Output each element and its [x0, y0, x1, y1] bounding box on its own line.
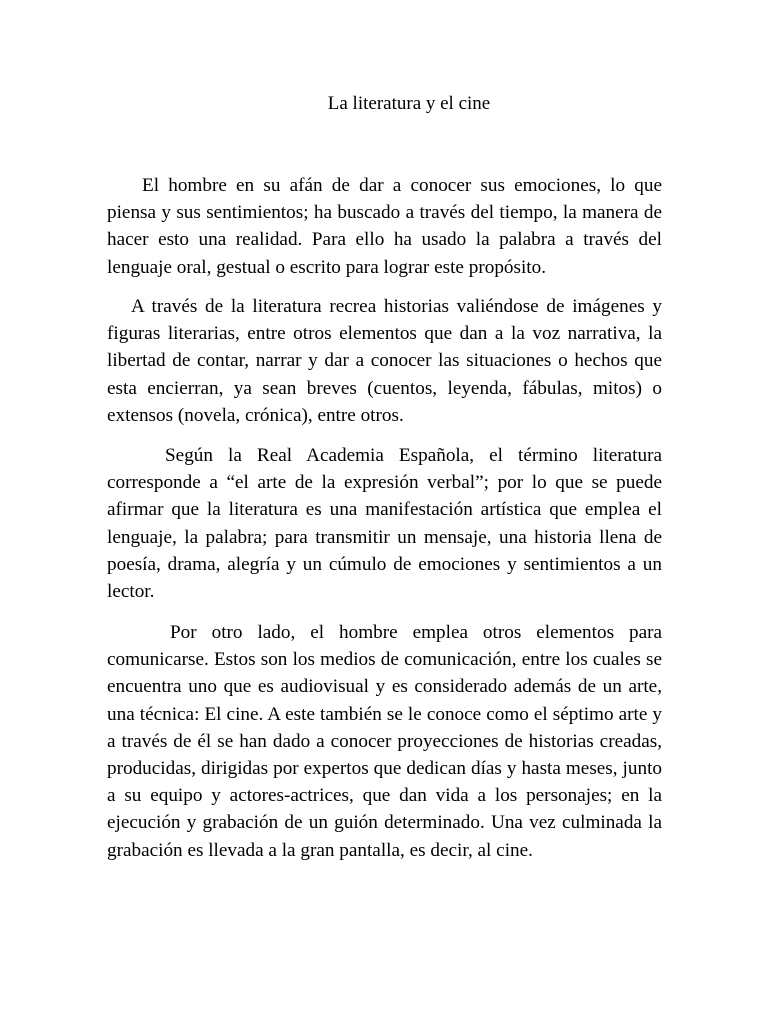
paragraph-4: Por otro lado, el hombre emplea otros elementos para comunicarse. Estos son los medios de comunicación, entre los cuales se encuentra uno que es audiovisual y es considerado además de un arte, una técnica: El cine. A este también se le conoce como el séptimo arte y a través de él se han dado a conocer proyecciones de historias creadas, producidas, dirigidas por expertos que dedican días y hasta meses, junto a su equipo y actores-actrices, que dan vida a los personajes; en la ejecución y grabación de un guión determinado. Una vez culminada la grabación es llevada a la gran pantalla, es decir, al cine. — [107, 622, 662, 861]
paragraph-3: Según la Real Academia Española, el término literatura corresponde a “el arte de la expresión verbal”; por lo que se puede afirmar que la literatura es una manifestación artística que emplea el lenguaje, la palabra; para transmitir un mensaje, una historia llena de poesía, drama, alegría y un cúmulo de emociones y sentimientos a un lector. — [107, 445, 662, 603]
document-title: La literatura y el cine — [327, 93, 491, 114]
paragraph-2: A través de la literatura recrea historias valiéndose de imágenes y figuras literarias, entre otros elementos que dan a la voz narrativa, la libertad de contar, narrar y dar a conocer las situaciones o hechos que esta encierran, ya sean breves (cuentos, leyenda, fábulas, mitos) o extensos (novela, crónica), entre otros. — [107, 296, 662, 426]
paragraph-1: El hombre en su afán de dar a conocer sus emociones, lo que piensa y sus sentimientos; ha buscado a través del tiempo, la manera de hacer esto una realidad. Para ello ha usado la palabra a través del lenguaje oral, gestual o escrito para lograr este propósito. — [107, 175, 662, 278]
